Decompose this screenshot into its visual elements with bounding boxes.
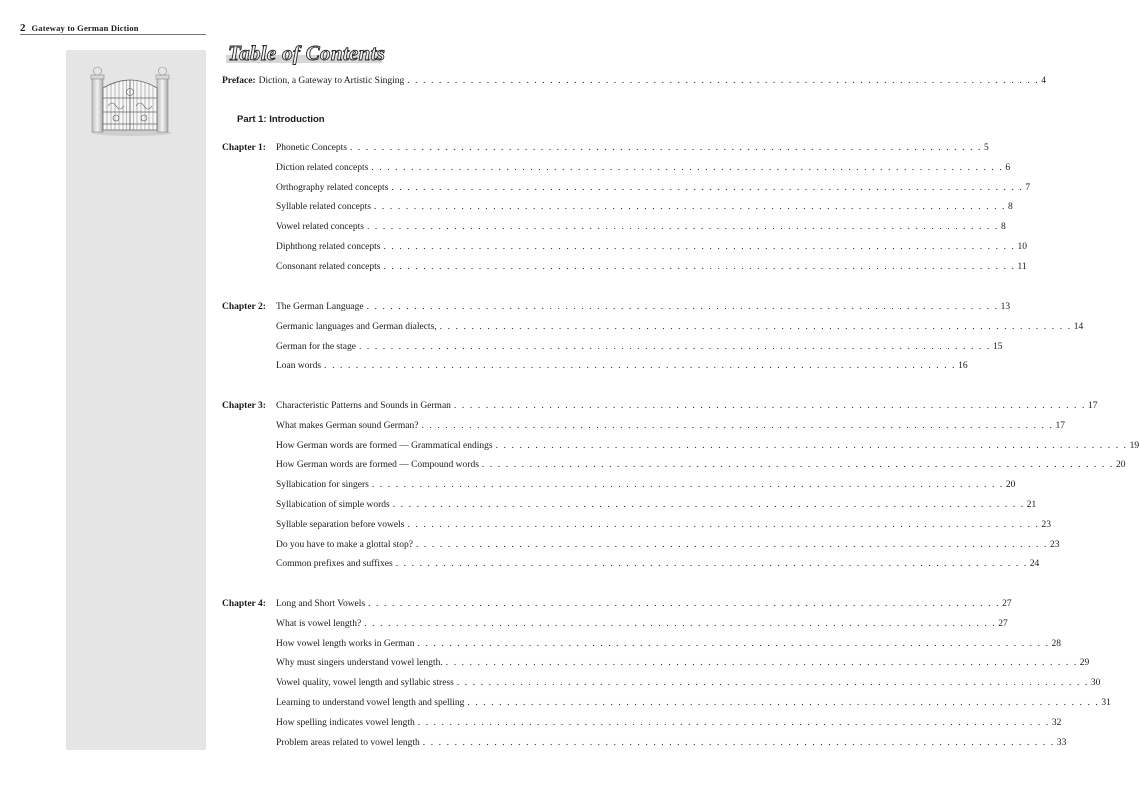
toc-heading-text: Table of Contents — [228, 41, 386, 65]
running-header-title: Gateway to German Diction — [31, 23, 139, 33]
toc-entry-section[interactable] — [222, 498, 1037, 512]
toc-entry-preface[interactable] — [222, 74, 1047, 88]
dot-leader: . . . . . . . . . . . . . . . . . . . . . . . . . . . . . . . . . . . . . . . . . . . . . . . . . . . . . . . . . . . . . . . . . . . . . . . . . . . . . . . . — [373, 202, 1006, 212]
toc-entry-page: 7 — [1025, 183, 1031, 193]
toc-entry-title: Syllabication of simple words — [276, 500, 390, 510]
page-number: 2 — [20, 22, 26, 34]
toc-entry-page: 14 — [1073, 322, 1084, 332]
dot-leader: . . . . . . . . . . . . . . . . . . . . . . . . . . . . . . . . . . . . . . . . . . . . . . . . . . . . . . . . . . . . . . . . . . . . . . . . . . . . . . . . — [349, 143, 983, 153]
toc-entry-leader — [276, 736, 1067, 750]
toc-entry-section[interactable] — [222, 340, 1003, 354]
gray-sidebar — [66, 50, 206, 750]
toc-entry-section[interactable] — [222, 359, 968, 373]
toc-entry-title: How German words are formed — Compound words — [276, 460, 479, 470]
dot-leader: . . . . . . . . . . . . . . . . . . . . . . . . . . . . . . . . . . . . . . . . . . . . . . . . . . . . . . . . . . . . . . . . . . . . . . . . . . . . . . . . — [391, 183, 1024, 193]
dot-leader: . . . . . . . . . . . . . . . . . . . . . . . . . . . . . . . . . . . . . . . . . . . . . . . . . . . . . . . . . . . . . . . . . . . . . . . . . . . . . . . . — [366, 302, 999, 312]
toc-entry-leader — [276, 320, 1084, 334]
toc-entry-leader — [276, 538, 1060, 552]
toc-entry-chapter[interactable] — [222, 141, 989, 155]
toc-entry-leader — [276, 498, 1037, 512]
toc-entry-leader — [276, 200, 1013, 214]
dot-leader: . . . . . . . . . . . . . . . . . . . . . . . . . . . . . . . . . . . . . . . . . . . . . . . . . . . . . . . . . . . . . . . . . . . . . . . . . . . . . . . . — [407, 520, 1040, 530]
toc-entry-section[interactable] — [222, 478, 1016, 492]
toc-entry-title: What makes German sound German? — [276, 421, 419, 431]
toc-entry-label: Preface: — [222, 76, 256, 86]
toc-entry-page: 31 — [1101, 698, 1111, 708]
toc-entry-section[interactable] — [222, 518, 1052, 532]
toc-entry-section[interactable] — [222, 637, 1062, 651]
toc-entry-title: Loan words — [276, 361, 322, 371]
toc-entry-page: 8 — [1008, 202, 1013, 212]
toc-entry-page: 19 — [1129, 441, 1139, 451]
toc-entry-leader — [222, 74, 1047, 88]
toc-entry-section[interactable] — [222, 439, 1139, 453]
dot-leader: . . . . . . . . . . . . . . . . . . . . . . . . . . . . . . . . . . . . . . . . . . . . . . . . . . . . . . . . . . . . . . . . . . . . . . . . . . . . . . . . — [364, 619, 997, 629]
toc-entry-page: 20 — [1115, 460, 1126, 470]
dot-leader: . . . . . . . . . . . . . . . . . . . . . . . . . . . . . . . . . . . . . . . . . . . . . . . . . . . . . . . . . . . . . . . . . . . . . . . . . . . . . . . . — [453, 401, 1086, 411]
toc-entry-title: Do you have to make a glottal stop? — [276, 540, 413, 550]
toc-entry-page: 20 — [1005, 480, 1016, 490]
gate-illustration — [88, 62, 172, 136]
toc-entry-title: Consonant related concepts — [276, 262, 381, 272]
toc-entry-page: 33 — [1056, 738, 1067, 748]
toc-entry-leader — [276, 617, 1008, 631]
toc-entry-chapter[interactable] — [222, 399, 1098, 413]
toc-entry-page: 10 — [1017, 242, 1027, 252]
dot-leader: . . . . . . . . . . . . . . . . . . . . . . . . . . . . . . . . . . . . . . . . . . . . . . . . . . . . . . . . . . . . . . . . . . . . . . . . . . . . . . . . — [422, 738, 1055, 748]
toc-entry-leader — [276, 419, 1065, 433]
toc-entry-page: 24 — [1029, 559, 1040, 569]
toc-entry-section[interactable] — [222, 220, 1006, 234]
toc-entry-title: Learning to understand vowel length and spelling — [276, 698, 465, 708]
toc-entry-title: Problem areas related to vowel length — [276, 738, 420, 748]
toc-entry-page: 23 — [1041, 520, 1052, 530]
toc-entry-section[interactable] — [222, 200, 1013, 214]
toc-entry-title: Diphthong related concepts — [276, 242, 381, 252]
toc-entry-section[interactable] — [222, 617, 1008, 631]
toc-entry-title: Diction related concepts — [276, 163, 369, 173]
toc-entry-leader — [276, 240, 1027, 254]
toc-entry-title: How German words are formed — Grammatical endings — [276, 441, 493, 451]
toc-entry-section[interactable] — [222, 320, 1084, 334]
toc-entry-leader — [276, 696, 1111, 710]
toc-entry-leader — [276, 656, 1090, 670]
dot-leader: . . . . . . . . . . . . . . . . . . . . . . . . . . . . . . . . . . . . . . . . . . . . . . . . . . . . . . . . . . . . . . . . . . . . . . . . . . . . . . . . — [467, 698, 1100, 708]
toc-entry-leader — [276, 557, 1040, 571]
toc-entry-page: 11 — [1017, 262, 1027, 272]
toc-entry-leader — [276, 478, 1016, 492]
dot-leader: . . . . . . . . . . . . . . . . . . . . . . . . . . . . . . . . . . . . . . . . . . . . . . . . . . . . . . . . . . . . . . . . . . . . . . . . . . . . . . . . — [371, 163, 1004, 173]
dot-leader: . . . . . . . . . . . . . . . . . . . . . . . . . . . . . . . . . . . . . . . . . . . . . . . . . . . . . . . . . . . . . . . . . . . . . . . . . . . . . . . . — [395, 559, 1028, 569]
toc-entry-page: 30 — [1090, 678, 1101, 688]
toc-entry-title: Common prefixes and suffixes — [276, 559, 393, 569]
toc-entry-chapter[interactable] — [222, 300, 1011, 314]
dot-leader: . . . . . . . . . . . . . . . . . . . . . . . . . . . . . . . . . . . . . . . . . . . . . . . . . . . . . . . . . . . . . . . . . . . . . . . . . . . . . . . . — [481, 460, 1114, 470]
toc-entry-title: Vowel quality, vowel length and syllabic stress — [276, 678, 454, 688]
toc-entry-page: 6 — [1005, 163, 1011, 173]
toc-entry-title: Syllabication for singers — [276, 480, 369, 490]
toc-entry-section[interactable] — [222, 716, 1062, 730]
toc-entry-page: 8 — [1000, 222, 1006, 232]
toc-entry-leader — [276, 141, 989, 155]
toc-entry-leader — [276, 220, 1006, 234]
toc-entry-page: 15 — [992, 342, 1003, 352]
toc-entry-leader — [276, 676, 1101, 690]
dot-leader: . . . . . . . . . . . . . . . . . . . . . . . . . . . . . . . . . . . . . . . . . . . . . . . . . . . . . . . . . . . . . . . . . . . . . . . . . . . . . . . . — [495, 441, 1128, 451]
toc-entry-page: 27 — [1002, 599, 1012, 609]
toc-entry-page: 29 — [1079, 658, 1090, 668]
toc-entry-page: 23 — [1049, 540, 1060, 550]
toc-entry-page: 13 — [1000, 302, 1011, 312]
dot-leader: . . . . . . . . . . . . . . . . . . . . . . . . . . . . . . . . . . . . . . . . . . . . . . . . . . . . . . . . . . . . . . . . . . . . . . . . . . . . . . . . — [421, 421, 1054, 431]
toc-entry-section[interactable] — [222, 538, 1060, 552]
toc-entry-title: Vowel related concepts — [276, 222, 364, 232]
dot-leader: . . . . . . . . . . . . . . . . . . . . . . . . . . . . . . . . . . . . . . . . . . . . . . . . . . . . . . . . . . . . . . . . . . . . . . . . . . . . . . . . — [415, 540, 1048, 550]
toc-entry-section[interactable] — [222, 736, 1067, 750]
toc-entry-leader — [276, 439, 1139, 453]
toc-entry-title: What is vowel length? — [276, 619, 362, 629]
dot-leader: . . . . . . . . . . . . . . . . . . . . . . . . . . . . . . . . . . . . . . . . . . . . . . . . . . . . . . . . . . . . . . . . . . . . . . . . . . . . . . . . — [392, 500, 1025, 510]
toc-entry-label: Chapter 2: — [222, 302, 266, 312]
toc-entry-leader — [276, 340, 1003, 354]
dot-leader: . . . . . . . . . . . . . . . . . . . . . . . . . . . . . . . . . . . . . . . . . . . . . . . . . . . . . . . . . . . . . . . . . . . . . . . . . . . . . . . . — [383, 262, 1016, 272]
toc-entry-page: 28 — [1051, 639, 1062, 649]
toc-entry-title: Syllable related concepts — [276, 202, 371, 212]
toc-entry-label: Chapter 1: — [222, 143, 266, 153]
toc-entry-title: Long and Short Vowels — [276, 599, 366, 609]
dot-leader: . . . . . . . . . . . . . . . . . . . . . . . . . . . . . . . . . . . . . . . . . . . . . . . . . . . . . . . . . . . . . . . . . . . . . . . . . . . . . . . . — [407, 76, 1040, 86]
dot-leader: . . . . . . . . . . . . . . . . . . . . . . . . . . . . . . . . . . . . . . . . . . . . . . . . . . . . . . . . . . . . . . . . . . . . . . . . . . . . . . . . — [445, 658, 1078, 668]
toc-entry-page: 5 — [984, 143, 989, 153]
toc-entry-title: Diction, a Gateway to Artistic Singing — [258, 76, 405, 86]
toc-entry-leader — [276, 260, 1027, 274]
toc-entry-leader — [276, 300, 1011, 314]
toc-entry-leader — [276, 716, 1062, 730]
toc-entry-section[interactable] — [222, 676, 1101, 690]
toc-entry-chapter[interactable] — [222, 597, 1012, 611]
dot-leader: . . . . . . . . . . . . . . . . . . . . . . . . . . . . . . . . . . . . . . . . . . . . . . . . . . . . . . . . . . . . . . . . . . . . . . . . . . . . . . . . — [358, 342, 991, 352]
toc-entry-section[interactable] — [222, 161, 1011, 175]
toc-entry-leader — [276, 359, 968, 373]
toc-entry-page: 16 — [958, 361, 968, 371]
toc-entry-label: Chapter 4: — [222, 599, 266, 609]
toc-entry-section[interactable] — [222, 656, 1090, 670]
toc-entry-page: 21 — [1026, 500, 1037, 510]
toc-entry-page: 17 — [1087, 401, 1098, 411]
toc-entry-section[interactable] — [222, 696, 1111, 710]
toc-entry-title: German for the stage — [276, 342, 356, 352]
toc-entry-title: Why must singers understand vowel length. — [276, 658, 443, 668]
toc-entry-section[interactable] — [222, 260, 1027, 274]
toc-entry-section[interactable] — [222, 419, 1065, 433]
toc-entry-title: The German Language — [276, 302, 364, 312]
toc-heading — [218, 40, 388, 70]
dot-leader: . . . . . . . . . . . . . . . . . . . . . . . . . . . . . . . . . . . . . . . . . . . . . . . . . . . . . . . . . . . . . . . . . . . . . . . . . . . . . . . . — [366, 222, 999, 232]
toc-entry-page: 17 — [1055, 421, 1065, 431]
header-rule — [20, 34, 206, 35]
toc-entry-title: Syllable separation before vowels — [276, 520, 405, 530]
dot-leader: . . . . . . . . . . . . . . . . . . . . . . . . . . . . . . . . . . . . . . . . . . . . . . . . . . . . . . . . . . . . . . . . . . . . . . . . . . . . . . . . — [383, 242, 1016, 252]
toc-entry-page: 32 — [1051, 718, 1062, 728]
dot-leader: . . . . . . . . . . . . . . . . . . . . . . . . . . . . . . . . . . . . . . . . . . . . . . . . . . . . . . . . . . . . . . . . . . . . . . . . . . . . . . . . — [324, 361, 957, 371]
toc-entry-section[interactable] — [222, 240, 1027, 254]
toc-entry-title: How vowel length works in German — [276, 639, 415, 649]
toc-entry-title: Characteristic Patterns and Sounds in German — [276, 401, 451, 411]
part-heading: Part 1: Introduction — [237, 114, 325, 125]
toc-entry-title: How spelling indicates vowel length — [276, 718, 415, 728]
toc-entry-leader — [276, 161, 1011, 175]
dot-leader: . . . . . . . . . . . . . . . . . . . . . . . . . . . . . . . . . . . . . . . . . . . . . . . . . . . . . . . . . . . . . . . . . . . . . . . . . . . . . . . . — [417, 718, 1050, 728]
toc-entry-section[interactable] — [222, 181, 1031, 195]
toc-entry-page: 27 — [998, 619, 1008, 629]
toc-entry-leader — [276, 518, 1052, 532]
toc-entry-title: Germanic languages and German dialects, — [276, 322, 437, 332]
dot-leader: . . . . . . . . . . . . . . . . . . . . . . . . . . . . . . . . . . . . . . . . . . . . . . . . . . . . . . . . . . . . . . . . . . . . . . . . . . . . . . . . — [417, 639, 1050, 649]
toc-entry-leader — [276, 597, 1012, 611]
toc-entry-title: Orthography related concepts — [276, 183, 389, 193]
dot-leader: . . . . . . . . . . . . . . . . . . . . . . . . . . . . . . . . . . . . . . . . . . . . . . . . . . . . . . . . . . . . . . . . . . . . . . . . . . . . . . . . — [456, 678, 1089, 688]
dot-leader: . . . . . . . . . . . . . . . . . . . . . . . . . . . . . . . . . . . . . . . . . . . . . . . . . . . . . . . . . . . . . . . . . . . . . . . . . . . . . . . . — [439, 322, 1072, 332]
toc-entry-section[interactable] — [222, 557, 1040, 571]
toc-entry-title: Phonetic Concepts — [276, 143, 347, 153]
toc-entry-leader — [276, 458, 1126, 472]
toc-entry-label: Chapter 3: — [222, 401, 266, 411]
toc-entry-leader — [276, 181, 1031, 195]
toc-entry-page: 4 — [1041, 76, 1047, 86]
dot-leader: . . . . . . . . . . . . . . . . . . . . . . . . . . . . . . . . . . . . . . . . . . . . . . . . . . . . . . . . . . . . . . . . . . . . . . . . . . . . . . . . — [371, 480, 1004, 490]
toc-entry-leader — [276, 637, 1062, 651]
dot-leader: . . . . . . . . . . . . . . . . . . . . . . . . . . . . . . . . . . . . . . . . . . . . . . . . . . . . . . . . . . . . . . . . . . . . . . . . . . . . . . . . — [368, 599, 1001, 609]
toc-entry-section[interactable] — [222, 458, 1126, 472]
toc-entry-leader — [276, 399, 1098, 413]
